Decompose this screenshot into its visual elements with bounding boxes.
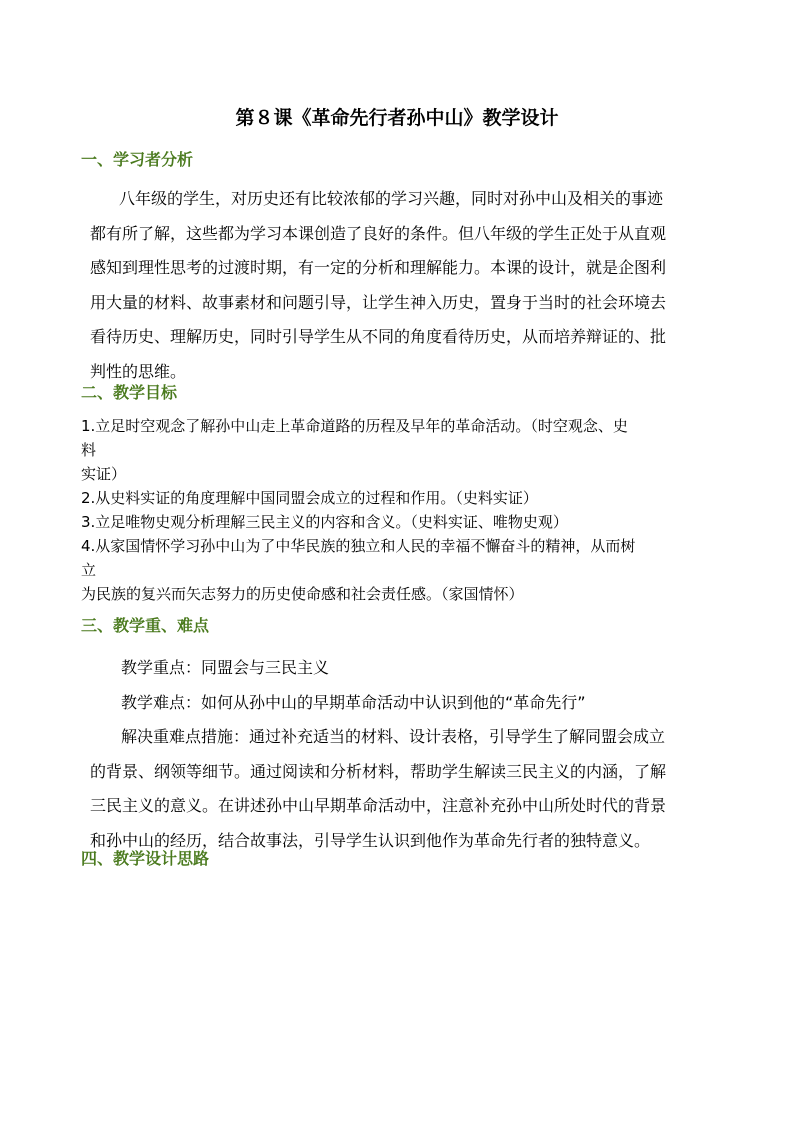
- list-item: [81, 534, 721, 558]
- paragraph-line: 用大量的材料、故事素材和问题引导，让学生神入历史，置身于当时的社会环境去: [90, 292, 667, 312]
- section-heading-design-ideas: 四、教学设计思路: [81, 849, 210, 868]
- list-item: [81, 414, 721, 438]
- list-line: 实证）: [81, 465, 127, 483]
- list-item: [81, 510, 721, 534]
- section-heading-key-points: 三、教学重、难点: [81, 616, 210, 635]
- list-line: 2.从史料实证的角度理解中国同盟会成立的过程和作用。（史料实证）: [81, 489, 538, 507]
- paragraph-line: 判性的思维。: [90, 361, 187, 381]
- list-item: [81, 438, 721, 462]
- teaching-objectives-list: [81, 414, 721, 606]
- paragraph-line: 感知到理性思考的过渡时期，有一定的分析和理解能力。本课的设计，就是企图利: [90, 258, 667, 277]
- list-line: 1.立足时空观念了解孙中山走上革命道路的历程及早年的革命活动。（时空观念、史: [81, 417, 628, 435]
- key-point-line: 三民主义的意义。在讲述孙中山早期革命活动中，注意补充孙中山所处时代的背景: [90, 796, 667, 815]
- list-line: 4.从家国情怀学习孙中山为了中华民族的独立和人民的幸福不懈奋斗的精神，从而树: [81, 537, 636, 555]
- list-line: 为民族的复兴而矢志努力的历史使命感和社会责任感。（家国情怀）: [81, 585, 524, 603]
- paragraph-line: 看待历史、理解历史，同时引导学生从不同的角度看待历史，从而培养辩证的、批: [90, 327, 667, 346]
- list-item: [81, 582, 721, 606]
- section-heading-teaching-objectives: 二、教学目标: [81, 383, 178, 402]
- key-point-line: 的背景、纲领等细节。通过阅读和分析材料，帮助学生解读三民主义的内涵，了解: [90, 761, 667, 781]
- section-heading-learner-analysis: 一、学习者分析: [81, 150, 194, 169]
- list-line: 立: [81, 561, 97, 579]
- list-item: [81, 462, 721, 486]
- learner-analysis-paragraph: [79, 182, 719, 389]
- list-line: 料: [81, 441, 97, 459]
- list-line: 3.立足唯物史观分析理解三民主义的内容和含义。（史料实证、唯物史观）: [81, 513, 568, 531]
- paragraph-line: 都有所了解，这些都为学习本课创造了良好的条件。但八年级的学生正处于从直观: [90, 223, 667, 243]
- key-point-line: 和孙中山的经历，结合故事法，引导学生认识到他作为革命先行者的独特意义。: [90, 830, 651, 850]
- list-item: [81, 558, 721, 582]
- paragraph-line: 八年级的学生，对历史还有比较浓郁的学习兴趣，同时对孙中山及相关的事迹: [119, 189, 664, 208]
- list-item: [81, 486, 721, 510]
- key-points-block: [81, 651, 721, 858]
- key-point-line: 解决重难点措施：通过补充适当的材料、设计表格，引导学生了解同盟会成立: [121, 727, 666, 746]
- key-point-line: 教学重点：同盟会与三民主义: [121, 658, 330, 677]
- document-title: 第８课《革命先行者孙中山》教学设计: [235, 107, 559, 129]
- key-point-line: 教学难点：如何从孙中山的早期革命活动中认识到他的“革命先行”: [121, 692, 586, 712]
